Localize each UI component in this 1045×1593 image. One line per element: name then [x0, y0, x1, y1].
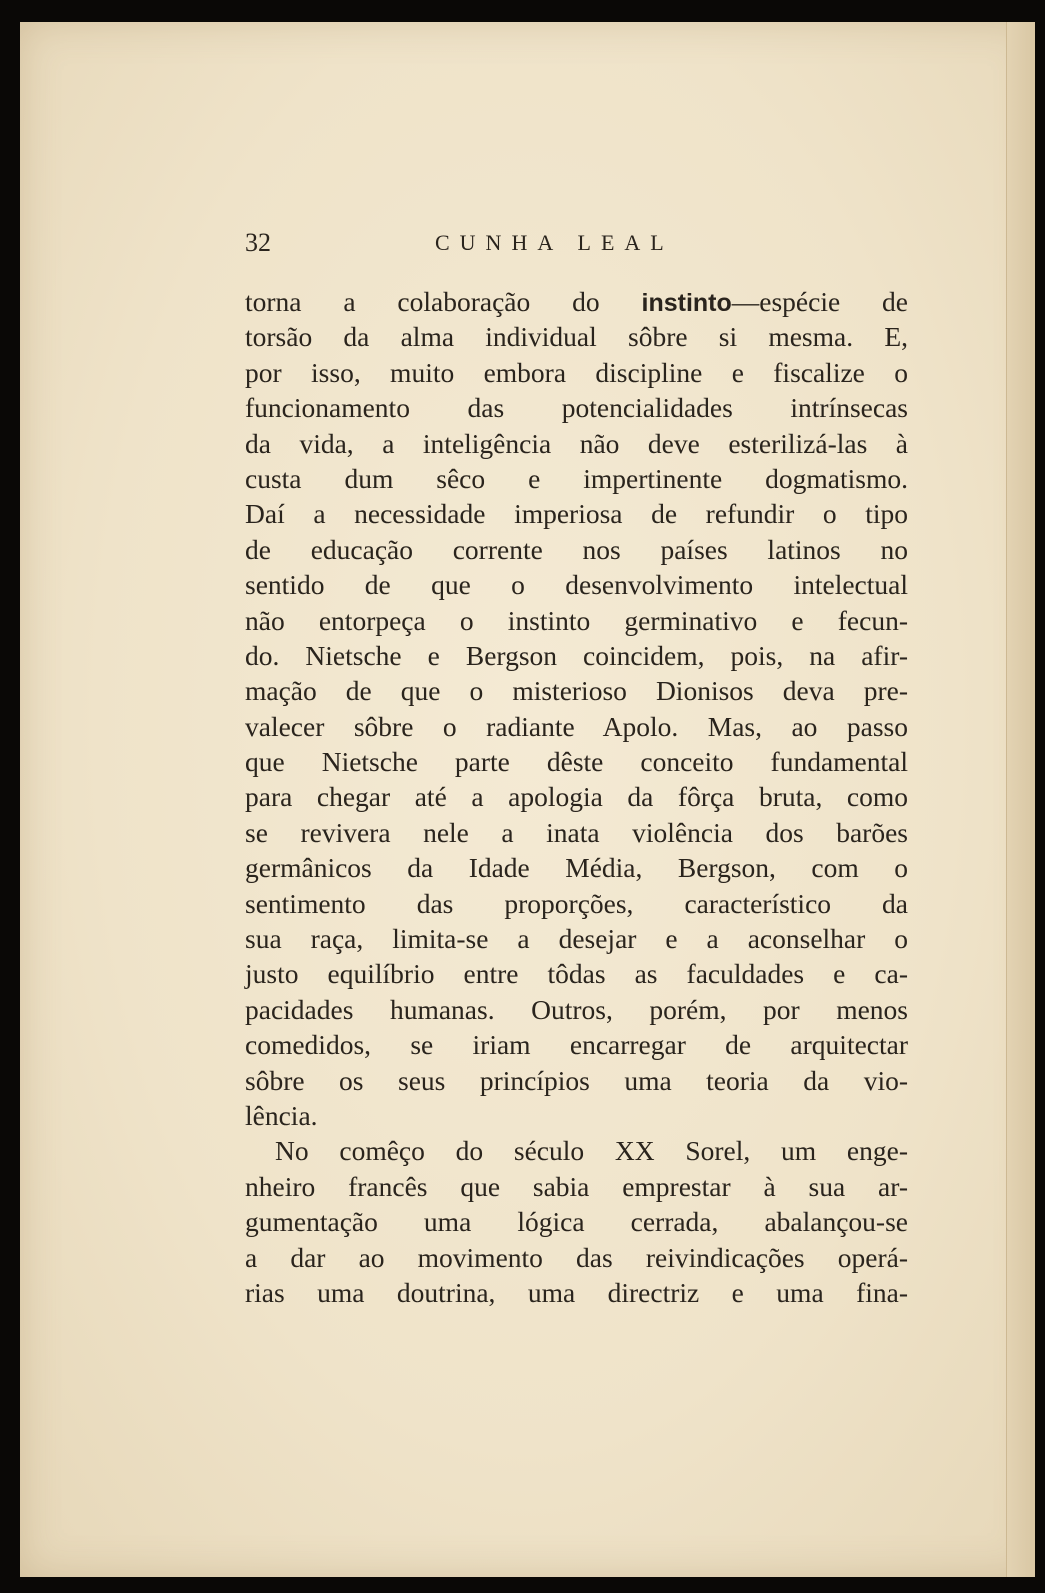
text-line: da vida, a inteligência não deve esterilizá-las à	[245, 427, 908, 459]
body-text	[245, 284, 908, 1310]
text-line: lência.	[245, 1099, 318, 1131]
text-line: que Nietsche parte dêste conceito fundamental	[245, 746, 908, 778]
text-line: custa dum sêco e impertinente dogmatismo.	[245, 462, 908, 494]
page-number: 32	[245, 228, 271, 257]
text-run: —espécie de	[731, 286, 908, 317]
text-line: sentido de que o desenvolvimento intelectual	[245, 569, 908, 601]
text-line: do. Nietsche e Bergson coincidem, pois, na afir-	[245, 639, 908, 671]
text-line: de educação corrente nos países latinos no	[245, 533, 908, 565]
text-line: pacidades humanas. Outros, porém, por menos	[245, 993, 908, 1025]
text-line: a dar ao movimento das reivindicações operá-	[245, 1241, 908, 1273]
text-line: para chegar até a apologia da fôrça bruta, como	[245, 781, 908, 813]
text-line: sua raça, limita-se a desejar e a aconselhar o	[245, 923, 908, 955]
text-line: por isso, muito embora discipline e fiscalize o	[245, 356, 908, 388]
text-line: nheiro francês que sabia emprestar à sua ar-	[245, 1170, 908, 1202]
text-line: Daí a necessidade imperiosa de refundir o tipo	[245, 498, 908, 530]
text-line: não entorpeça o instinto germinativo e fecun-	[245, 604, 908, 636]
text-line: comedidos, se iriam encarregar de arquitectar	[245, 1029, 908, 1061]
next-page-edge	[1006, 22, 1035, 1577]
book-page	[20, 22, 1035, 1577]
text-run: torna a colaboração do	[245, 286, 642, 317]
text-line: justo equilíbrio entre tôdas as faculdades e ca-	[245, 958, 908, 990]
running-head: CUNHA LEAL	[435, 230, 674, 255]
text-line: No comêço do século XX Sorel, um enge-	[275, 1135, 908, 1167]
bold-word: instinto	[641, 289, 732, 317]
text-line: sôbre os seus princípios uma teoria da vio-	[245, 1064, 908, 1096]
text-line: sentimento das proporções, característico da	[245, 887, 908, 919]
text-line: gumentação uma lógica cerrada, abalançou-se	[245, 1206, 908, 1238]
text-line: torsão da alma individual sôbre si mesma. E,	[245, 321, 908, 353]
text-line: mação de que o misterioso Dionisos deva pre-	[245, 675, 908, 707]
text-line	[245, 284, 908, 319]
text-line: funcionamento das potencialidades intrínsecas	[245, 392, 908, 424]
text-line: germânicos da Idade Média, Bergson, com o	[245, 852, 908, 884]
text-line: valecer sôbre o radiante Apolo. Mas, ao passo	[245, 710, 908, 742]
text-line: se revivera nele a inata violência dos barões	[245, 816, 908, 848]
text-line: rias uma doutrina, uma directriz e uma fina-	[245, 1276, 908, 1308]
page-header	[245, 222, 905, 262]
